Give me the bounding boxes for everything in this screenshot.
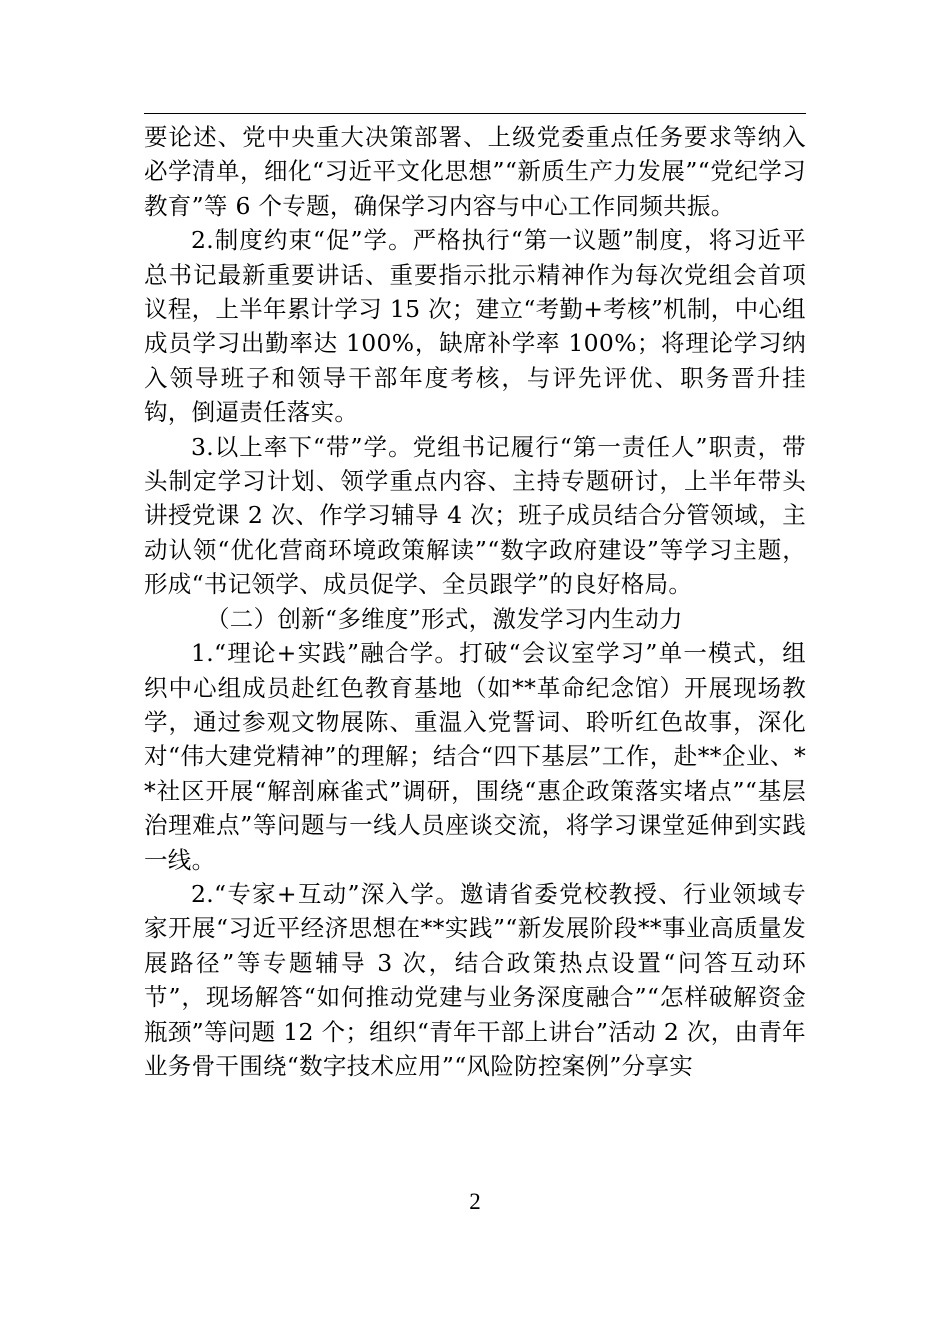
paragraph-expert-interaction: 2.“专家+互动”深入学。邀请省委党校教授、行业领域专家开展“习近平经济思想在**实践”“新发展阶段**事业高质量发展路径”等专题辅导 3 次，结合政策热点设置“问答互动环节”，现场解答“如何推动党建与业务深度融合”“怎样破解资金瓶颈”等问题 12 个；组织“青年干部上讲台”活动 2 次，由青年业务骨干围绕“数字技术应用”“风险防控案例”分享实 [144, 879, 806, 1080]
paragraph-institutional-constraint: 2.制度约束“促”学。严格执行“第一议题”制度，将习近平总书记最新重要讲话、重要指示批示精神作为每次党组会首项议程，上半年累计学习 15 次；建立“考勤+考核”机制，中心组成员学习出勤率达 100%，缺席补学率 100%；将理论学习纳入领导班子和领导干部年度考核，与评先评优、职务晋升挂钩，倒逼责任落实。 [144, 226, 806, 427]
paragraph-theory-practice: 1.“理论+实践”融合学。打破“会议室学习”单一模式，组织中心组成员赴红色教育基地（如**革命纪念馆）开展现场教学，通过参观文物展陈、重温入党誓词、聆听红色故事，深化对“伟大建党精神”的理解；结合“四下基层”工作，赴**企业、**社区开展“解剖麻雀式”调研，围绕“惠企政策落实堵点”“基层治理难点”等问题与一线人员座谈交流，将学习课堂延伸到实践一线。 [144, 639, 806, 874]
page-number: 2 [469, 1189, 481, 1214]
paragraph-leading-by-example: 3.以上率下“带”学。党组书记履行“第一责任人”职责，带头制定学习计划、领学重点内容、主持专题研讨，上半年带头讲授党课 2 次、作学习辅导 4 次；班子成员结合分管领域，主动认领“优化营商环境政策解读”“数字政府建设”等学习主题，形成“书记领学、成员促学、全员跟学”的良好格局。 [144, 432, 806, 599]
paragraph-continuation: 要论述、党中央重大决策部署、上级党委重点任务要求等纳入必学清单，细化“习近平文化思想”“新质生产力发展”“党纪学习教育”等 6 个专题，确保学习内容与中心工作同频共振。 [144, 123, 806, 220]
section-heading: （二）创新“多维度”形式，激发学习内生动力 [206, 604, 683, 633]
header-rule [144, 113, 806, 114]
document-body [144, 120, 806, 1083]
